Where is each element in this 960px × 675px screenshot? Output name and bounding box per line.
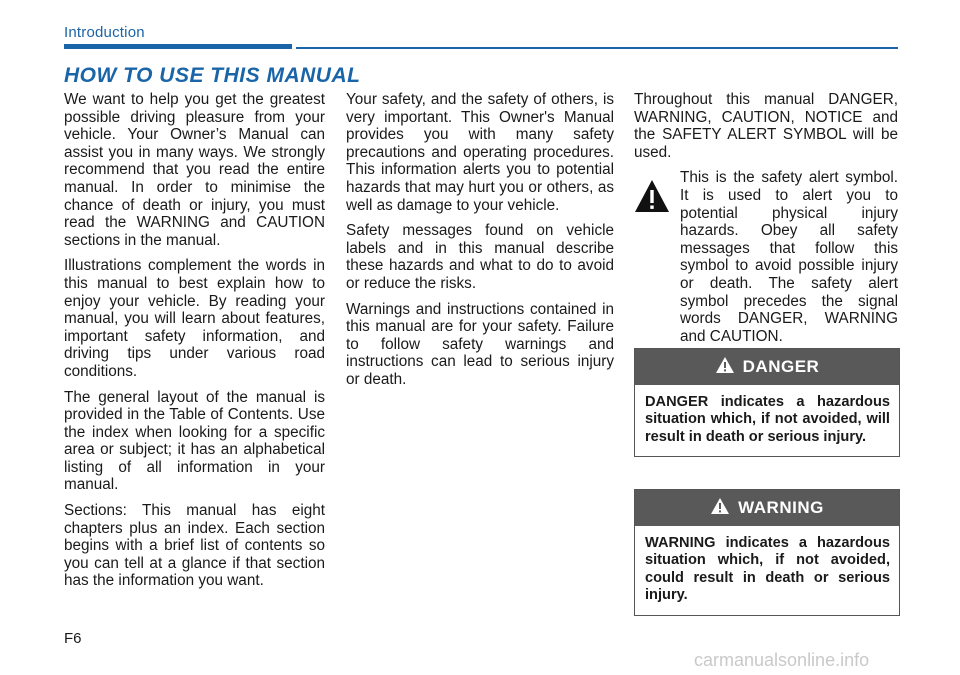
page-number: F6 [64,630,82,647]
paragraph: Safety messages found on vehicle labels and in this manual describe these hazards and what to do to avoid or reduce the risks. [346,222,614,292]
warning-header [635,490,899,526]
watermark: carmanualsonline.info [694,650,870,670]
header-rule-thick [64,44,292,49]
column-3 [634,91,898,345]
column-2 [346,91,614,397]
danger-header [635,349,899,385]
page-title: HOW TO USE THIS MANUAL [64,64,361,87]
paragraph: Throughout this manual DANGER, WARNING, CAUTION, NOTICE and the SAFETY ALERT SYMBOL will be used. [634,91,898,161]
warning-box [634,489,900,616]
warning-triangle-icon [715,356,735,379]
column-1 [64,91,325,598]
danger-box [634,348,900,457]
paragraph: Your safety, and the safety of others, is very important. This Owner's Manual provides you with many safety precautions and operating procedures. This information alerts you to potential hazards that may hurt you or others, as well as damage to your vehicle. [346,91,614,214]
danger-label: DANGER [742,357,820,376]
safety-alert-text: This is the safety alert symbol. It is used to alert you to potential physical injury hazards. Obey all safety messages that follow this symbol to avoid possible injury or death. The safety alert symbol precedes the signal words DANGER, WARNING and CAUTION. [680,169,898,345]
section-label: Introduction [64,24,145,41]
paragraph: Warnings and instructions contained in this manual are for your safety. Failure to follow safety warnings and instructions can lead to serious injury or death. [346,300,614,388]
paragraph: The general layout of the manual is provided in the Table of Contents. Use the index when looking for a specific area or subject; it has an alphabetical listing of all information in your manual. [64,388,325,494]
warning-text: WARNING indicates a hazardous situation which, if not avoided, could result in death or serious injury. [645,535,890,604]
paragraph: We want to help you get the greatest possible driving pleasure from your vehicle. Your Owner’s Manual can assist you in many ways. We strongly recommend that you read the entire manual. In order to minimise the chance of death or injury, you must read the WARNING and CAUTION sections in the manual. [64,91,325,249]
paragraph: Sections: This manual has eight chapters plus an index. Each section begins with a brief list of contents so you can tell at a glance if that section has the information you want. [64,502,325,590]
danger-text: DANGER indicates a hazardous situation which, if not avoided, will result in death or serious injury. [645,394,890,445]
warning-label: WARNING [738,498,824,517]
warning-triangle-icon [710,497,730,520]
safety-alert-explanation [634,169,898,345]
header-rule-thin [296,47,898,49]
warning-triangle-icon [634,169,680,345]
paragraph: Illustrations complement the words in this manual to best explain how to enjoy your vehicle. By reading your manual, you will learn about features, important safety information, and driving tips under various road conditions. [64,257,325,380]
